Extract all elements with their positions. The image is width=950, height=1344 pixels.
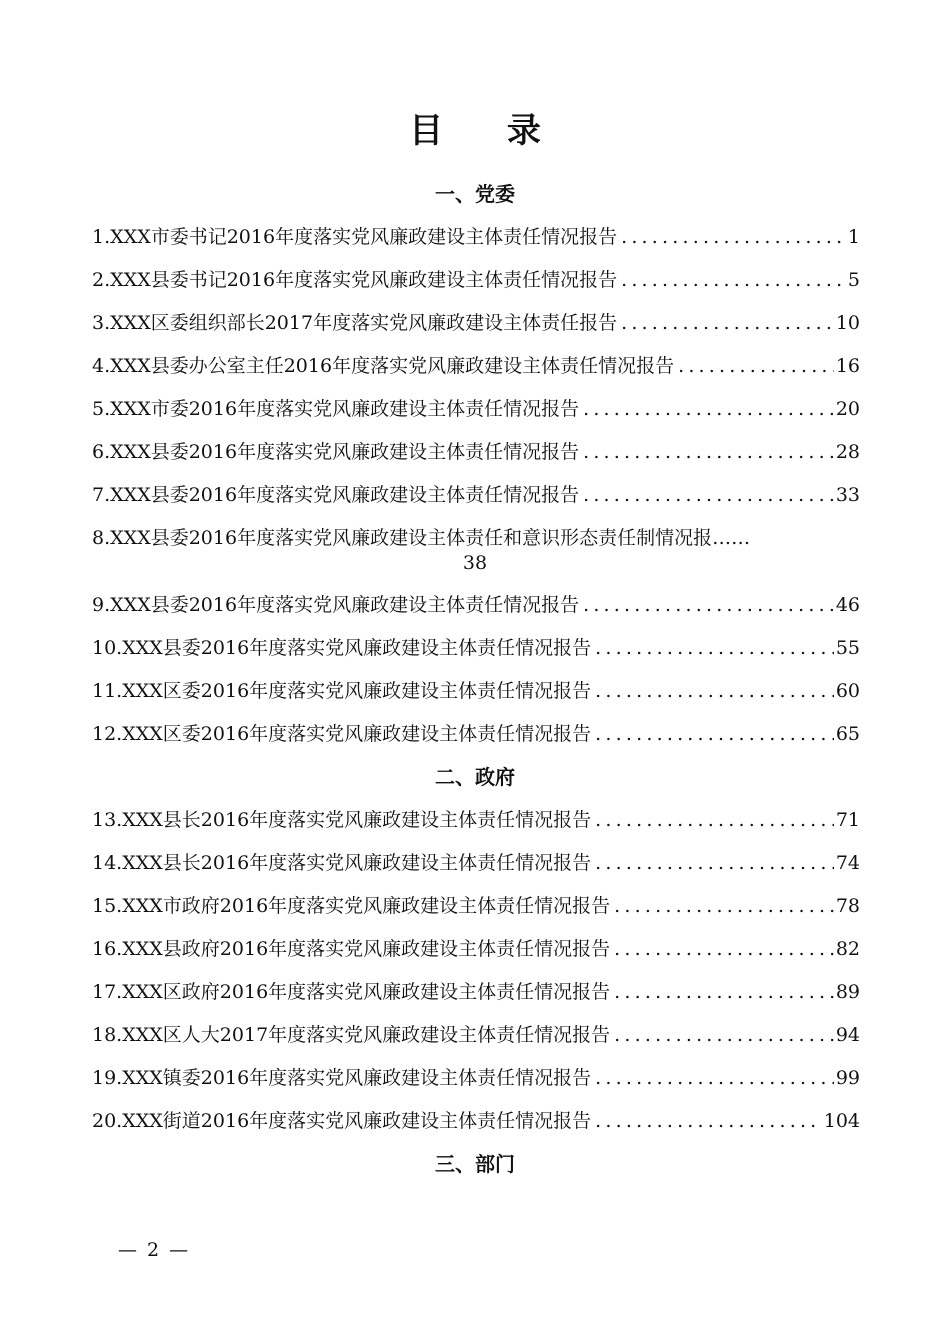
entry-title: XXX县委2016年度落实党风廉政建设主体责任情况报告 [122,637,592,659]
toc-entry[interactable] [92,891,860,921]
entry-ellipsis: …… [712,527,751,549]
entry-page: 1 [847,226,860,248]
entry-page: 5 [847,269,860,291]
entry-number: 9. [92,594,111,616]
entry-number: 11. [92,680,123,702]
entry-page: 10 [835,312,860,334]
entry-page: 71 [835,809,860,831]
toc-entry[interactable] [92,308,860,338]
entry-number: 18. [92,1024,123,1046]
entry-number: 20. [92,1110,123,1132]
entry-page: 99 [835,1067,860,1089]
entry-page-wrapped: 38 [462,552,488,574]
entry-number: 10. [92,637,123,659]
leader-dots [591,1063,834,1093]
entry-title: XXX县委2016年度落实党风廉政建设主体责任情况报告 [110,441,580,463]
entry-number: 15. [92,895,123,917]
entry-title: XXX区政府2016年度落实党风廉政建设主体责任情况报告 [122,981,611,1003]
page-number-footer: — 2 — [118,1239,191,1261]
entry-title: XXX区委组织部长2017年度落实党风廉政建设主体责任报告 [110,312,618,334]
entry-title: XXX街道2016年度落实党风廉政建设主体责任情况报告 [122,1110,592,1132]
toc-entry[interactable] [92,1063,860,1093]
entry-number: 6. [92,441,111,463]
leader-dots [591,676,834,706]
entry-number: 7. [92,484,111,506]
leader-dots [591,805,834,835]
toc-entry[interactable] [92,934,860,964]
entry-number: 12. [92,723,123,745]
entry-title: XXX县政府2016年度落实党风廉政建设主体责任情况报告 [122,938,611,960]
leader-dots [591,1106,822,1136]
toc-entry[interactable] [92,265,860,295]
toc-entry[interactable] [92,977,860,1007]
entry-page: 104 [823,1110,860,1132]
entry-title: XXX县委书记2016年度落实党风廉政建设主体责任情况报告 [110,269,618,291]
entry-title: XXX县委2016年度落实党风廉政建设主体责任情况报告 [110,484,580,506]
entry-number: 19. [92,1067,123,1089]
toc-entry[interactable] [92,437,860,467]
entry-number: 3. [92,312,111,334]
toc-entry[interactable] [92,351,860,381]
toc-entry[interactable] [92,590,860,620]
entry-page: 94 [835,1024,860,1046]
leader-dots [591,719,834,749]
entry-number: 4. [92,355,111,377]
leader-dots [591,633,834,663]
toc-entry[interactable] [92,719,860,749]
toc-entry[interactable] [92,523,860,553]
toc-entry[interactable] [92,848,860,878]
entry-page: 60 [835,680,860,702]
leader-dots [617,265,846,295]
entry-number: 13. [92,809,123,831]
leader-dots [591,848,834,878]
toc-entry[interactable] [92,633,860,663]
entry-title: XXX区人大2017年度落实党风廉政建设主体责任情况报告 [122,1024,611,1046]
leader-dots [617,308,834,338]
entry-title: XXX镇委2016年度落实党风廉政建设主体责任情况报告 [122,1067,592,1089]
leader-dots [610,891,834,921]
entry-page: 16 [835,355,860,377]
entry-page: 89 [835,981,860,1003]
entry-number: 5. [92,398,111,420]
leader-dots [610,1020,834,1050]
leader-dots [579,590,834,620]
toc-entry[interactable] [92,222,860,252]
entry-title: XXX县长2016年度落实党风廉政建设主体责任情况报告 [122,809,592,831]
entry-title: XXX县委2016年度落实党风廉政建设主体责任情况报告 [110,594,580,616]
leader-dots [674,351,834,381]
toc-entry[interactable] [92,394,860,424]
entry-page: 82 [835,938,860,960]
entry-number: 17. [92,981,123,1003]
entry-title: XXX区委2016年度落实党风廉政建设主体责任情况报告 [122,723,592,745]
entry-page: 65 [835,723,860,745]
page-title: 目 录 [409,111,567,151]
entry-title: XXX县委2016年度落实党风廉政建设主体责任和意识形态责任制情况报 [110,527,713,549]
entry-number: 16. [92,938,123,960]
entry-number: 1. [92,226,111,248]
entry-page: 74 [835,852,860,874]
section-heading: 一、党委 [435,182,515,206]
toc-entry[interactable] [92,1020,860,1050]
leader-dots [610,977,834,1007]
toc-entry[interactable] [92,805,860,835]
section-heading: 二、政府 [435,765,515,789]
entry-page: 55 [835,637,860,659]
entry-title: XXX区委2016年度落实党风廉政建设主体责任情况报告 [122,680,592,702]
entry-page: 20 [835,398,860,420]
entry-title: XXX县长2016年度落实党风廉政建设主体责任情况报告 [122,852,592,874]
entry-title: XXX市委书记2016年度落实党风廉政建设主体责任情况报告 [110,226,618,248]
leader-dots [579,394,834,424]
entry-number: 2. [92,269,111,291]
entry-number: 8. [92,527,111,549]
leader-dots [579,437,834,467]
entry-number: 14. [92,852,123,874]
entry-title: XXX市委2016年度落实党风廉政建设主体责任情况报告 [110,398,580,420]
toc-entry[interactable] [92,480,860,510]
leader-dots [617,222,846,252]
leader-dots [610,934,834,964]
entry-title: XXX市政府2016年度落实党风廉政建设主体责任情况报告 [122,895,611,917]
entry-page: 28 [835,441,860,463]
toc-entry[interactable] [92,676,860,706]
entry-page: 46 [835,594,860,616]
toc-entry[interactable] [92,1106,860,1136]
entry-page: 33 [835,484,860,506]
entry-page: 78 [835,895,860,917]
section-heading: 三、部门 [435,1152,515,1176]
leader-dots [579,480,834,510]
entry-title: XXX县委办公室主任2016年度落实党风廉政建设主体责任情况报告 [110,355,675,377]
